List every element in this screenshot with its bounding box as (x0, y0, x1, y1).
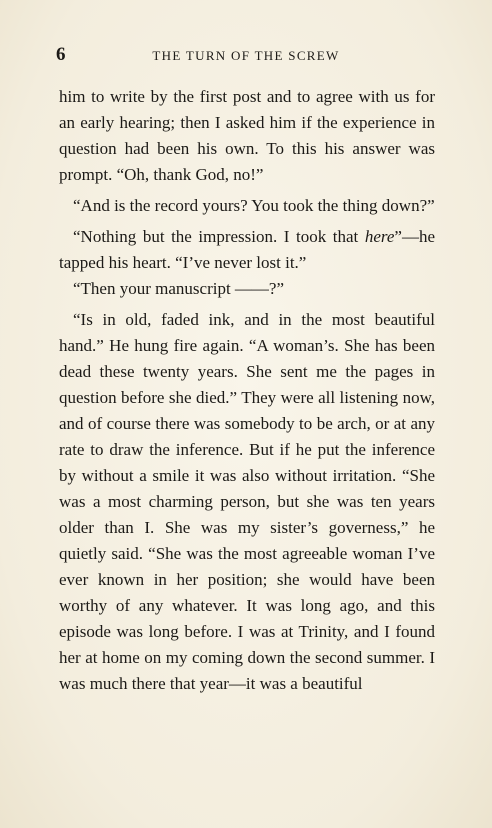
page-number: 6 (56, 44, 66, 65)
paragraph-faded-ink: “Is in old, faded ink, and in the most beautiful hand.” He hung fire again. “A woman’s. She has been dead these twenty years. She sent me the pages in question before she died.” They were all listening now, and of course there was somebody to be arch, or at any rate to draw the inference. But if he put the inference by without a smile it was also without irritation. “She was a most charming person, but she was ten years older than I. She was my sister’s governess,” he quietly said. “She was the most agreeable woman I’ve ever known in her position; she would have been worthy of any whatever. It was long ago, and this episode was long before. I was at Trinity, and I found her at home on my coming down the second summer. I was much there that year—it was a beautiful (59, 310, 435, 693)
paragraph-impression-start: “Nothing but the impression. I took that (73, 227, 365, 246)
paragraph-continued: him to write by the first post and to agree with us for an early hearing; then I asked him if the experience in question had been his own. To this his answer was prompt. “Oh, thank God, no!” (59, 87, 435, 184)
paragraph-manuscript: “Then your manuscript ——?” (73, 279, 285, 298)
paragraph-impression-end: ”—he tapped his heart. “I’ve never lost it.” (59, 227, 435, 272)
paragraph-impression-italic: here (364, 227, 395, 246)
body-text (59, 84, 435, 697)
running-title: THE TURN OF THE SCREW (152, 48, 340, 63)
paragraph-question: “And is the record yours? You took the thing down?” (73, 196, 435, 215)
paragraph-impression (59, 224, 435, 276)
running-head (56, 44, 436, 66)
